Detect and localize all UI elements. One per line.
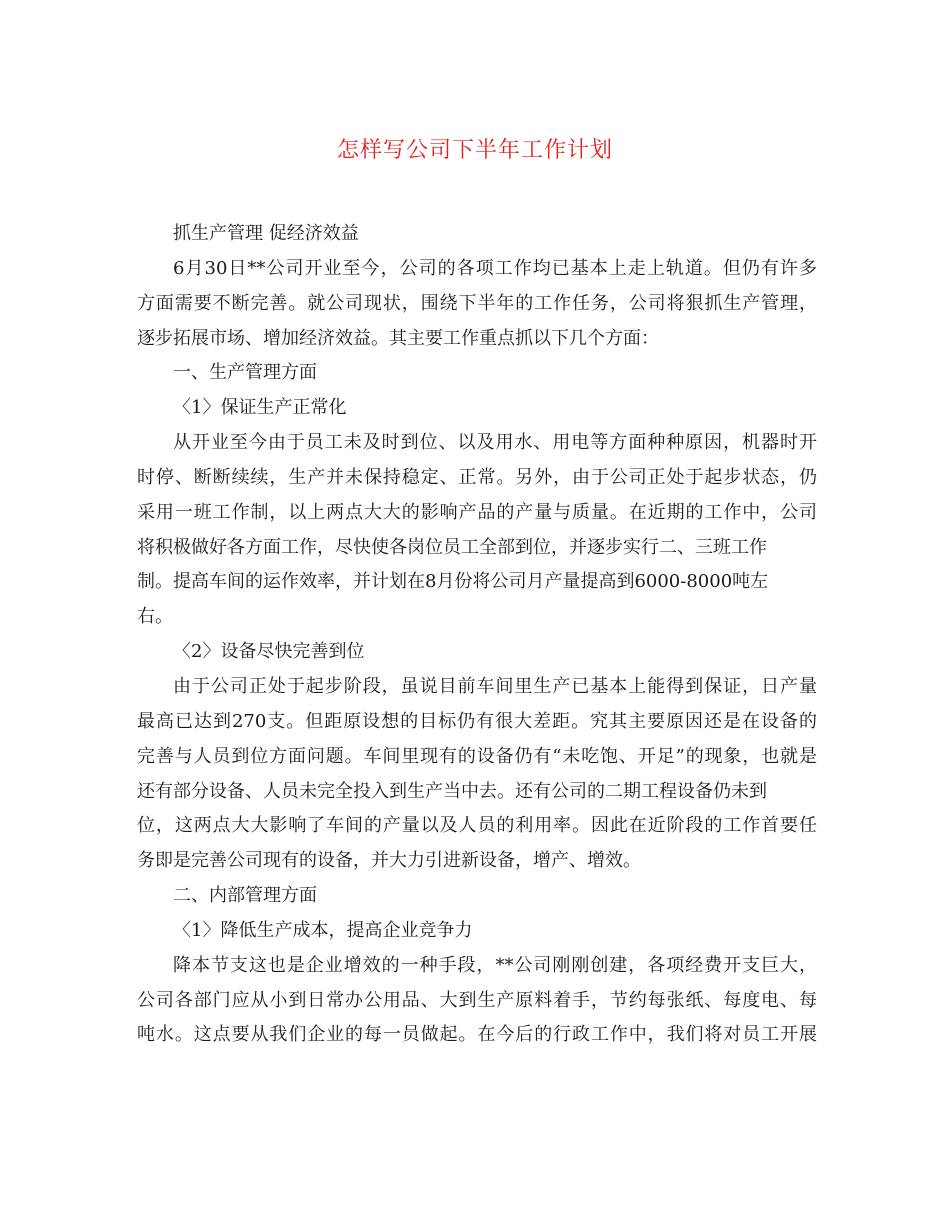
paragraph-line: 制。提高车间的运作效率，并计划在8月份将公司月产量提高到6000-8000吨左 — [137, 571, 769, 593]
paragraph-line: 务即是完善公司现有的设备，并大力引进新设备，增产、增效。 — [137, 850, 641, 872]
paragraph-line: 最高已达到270支。但距原设想的目标仍有很大差距。究其主要原因还是在设备的 — [137, 710, 817, 732]
paragraph-line: 公司各部门应从小到日常办公用品、大到生产原料着手，节约每张纸、每度电、每 — [137, 989, 817, 1011]
paragraph-line: 6月30日**公司开业至今，公司的各项工作均已基本上走上轨道。但仍有许多 — [173, 257, 817, 279]
subsection-heading: 〈1〉保证生产正常化 — [173, 397, 347, 419]
subsection-heading: 〈2〉设备尽快完善到位 — [173, 641, 365, 663]
section-heading: 一、生产管理方面 — [173, 362, 317, 384]
paragraph-line: 将积极做好各方面工作，尽快使各岗位员工全部到位，并逐步实行二、三班工作 — [137, 536, 767, 558]
paragraph-line: 降本节支这也是企业增效的一种手段，**公司刚刚创建，各项经费开支巨大， — [173, 954, 817, 976]
paragraph-line: 右。 — [137, 606, 173, 628]
paragraph-line: 完善与人员到位方面问题。车间里现有的设备仍有“未吃饱、开足”的现象，也就是 — [137, 745, 817, 767]
section-heading: 抓生产管理 促经济效益 — [173, 223, 359, 244]
paragraph-line: 位，这两点大大影响了车间的产量以及人员的利用率。因此在近阶段的工作首要任 — [137, 815, 817, 837]
document-body — [137, 217, 817, 1053]
paragraph-line: 方面需要不断完善。就公司现状，围绕下半年的工作任务，公司将狠抓生产管理， — [137, 292, 817, 314]
paragraph-line: 由于公司正处于起步阶段，虽说目前车间里生产已基本上能得到保证，日产量 — [173, 675, 817, 697]
paragraph-line: 吨水。这点要从我们企业的每一员做起。在今后的行政工作中，我们将对员工开展 — [137, 1024, 817, 1046]
paragraph-line: 还有部分设备、人员未完全投入到生产当中去。还有公司的二期工程设备仍未到 — [137, 780, 767, 802]
subsection-heading: 〈1〉降低生产成本，提高企业竞争力 — [173, 919, 473, 941]
paragraph-line: 时停、断断续续，生产并未保持稳定、正常。另外，由于公司正处于起步状态，仍 — [137, 466, 817, 488]
section-heading: 二、内部管理方面 — [173, 885, 317, 907]
document-title: 怎样写公司下半年工作计划 — [336, 138, 613, 163]
paragraph-line: 逐步拓展市场、增加经济效益。其主要工作重点抓以下几个方面： — [137, 327, 659, 349]
paragraph-line: 从开业至今由于员工未及时到位、以及用水、用电等方面种种原因，机器时开 — [173, 432, 817, 454]
paragraph-line: 采用一班工作制，以上两点大大的影响产品的产量与质量。在近期的工作中，公司 — [137, 501, 817, 523]
